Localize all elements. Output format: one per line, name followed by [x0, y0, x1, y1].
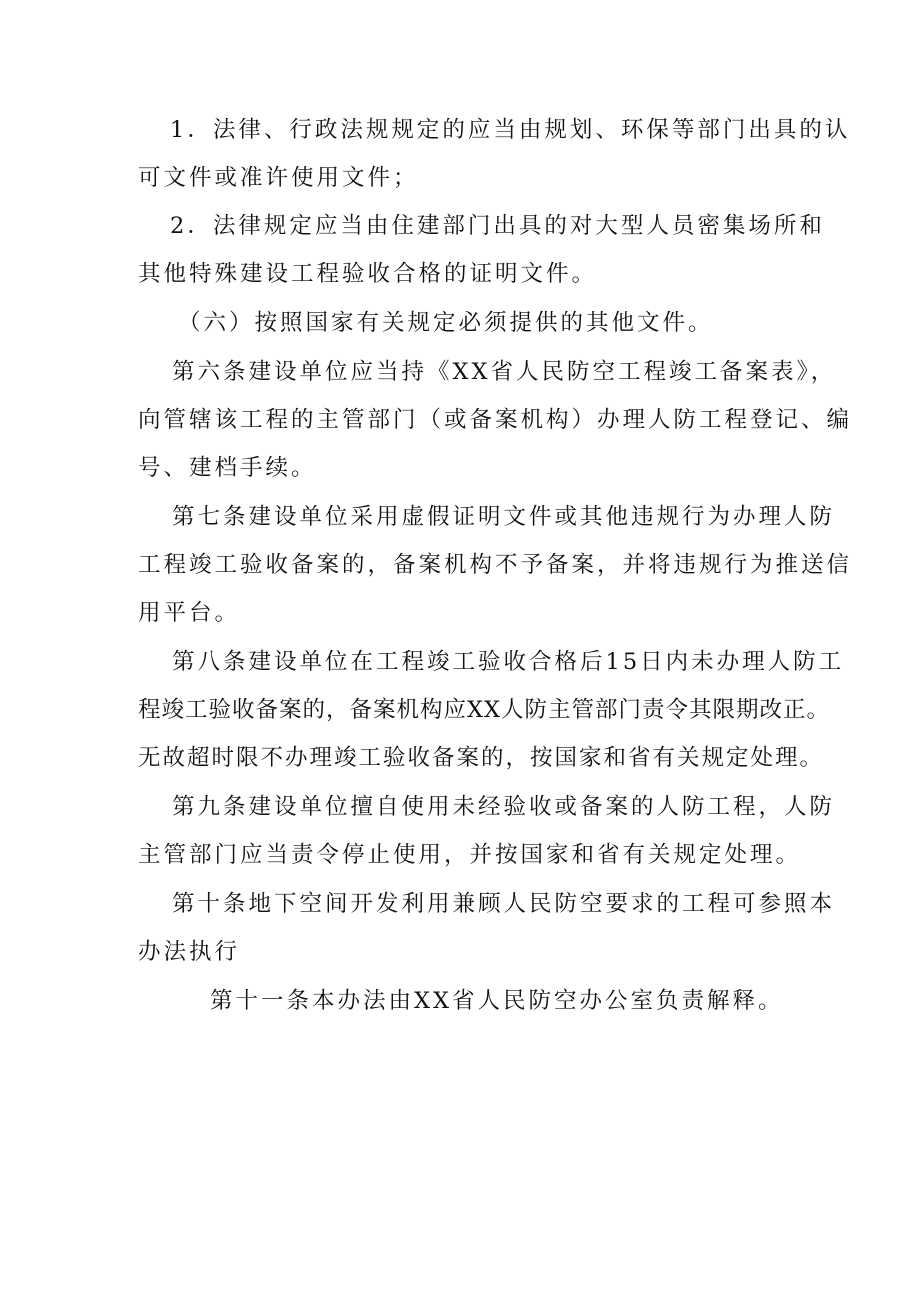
article-10-line-2: 办法执行: [138, 939, 241, 965]
item-2-line-2: 其他特殊建设工程验收合格的证明文件。: [138, 261, 598, 287]
item-1-line-2: 可文件或准许使用文件；: [138, 165, 419, 191]
article-6-line-3: 号、建档手续。: [138, 455, 317, 481]
article-7-line-1: 第七条建设单位采用虚假证明文件或其他违规行为办理人防: [172, 504, 836, 530]
article-8-line-1: 第八条建设单位在工程竣工验收合格后15日内未办理人防工: [172, 649, 845, 675]
article-11-line: 第十一条本办法由XX省人民防空办公室负责解释。: [210, 988, 784, 1014]
article-7-line-3: 用平台。: [138, 600, 241, 626]
item-1-line-1: 1．法律、行政法规规定的应当由规划、环保等部门出具的认: [170, 117, 851, 143]
article-9-line-1: 第九条建设单位擅自使用未经验收或备案的人防工程，人防: [172, 794, 836, 820]
article-9-line-2: 主管部门应当责令停止使用，并按国家和省有关规定处理。: [138, 842, 802, 868]
article-7-line-2: 工程竣工验收备案的，备案机构不予备案，并将违规行为推送信: [138, 552, 853, 578]
item-2-line-1: 2．法律规定应当由住建部门出具的对大型人员密集场所和: [170, 213, 825, 239]
clause-six-item: （六）按照国家有关规定必须提供的其他文件。: [178, 310, 714, 336]
article-8-line-3: 无故超时限不办理竣工验收备案的，按国家和省有关规定处理。: [138, 745, 825, 771]
article-6-line-1: 第六条建设单位应当持《XX省人民防空工程竣工备案表》，: [172, 359, 837, 385]
article-10-line-1: 第十条地下空间开发利用兼顾人民防空要求的工程可参照本: [172, 891, 836, 917]
article-8-line-2: 程竣工验收备案的，备案机构应XX人防主管部门责令其限期改正。: [138, 697, 831, 723]
article-6-line-2: 向管辖该工程的主管部门（或备案机构）办理人防工程登记、编: [138, 407, 853, 433]
